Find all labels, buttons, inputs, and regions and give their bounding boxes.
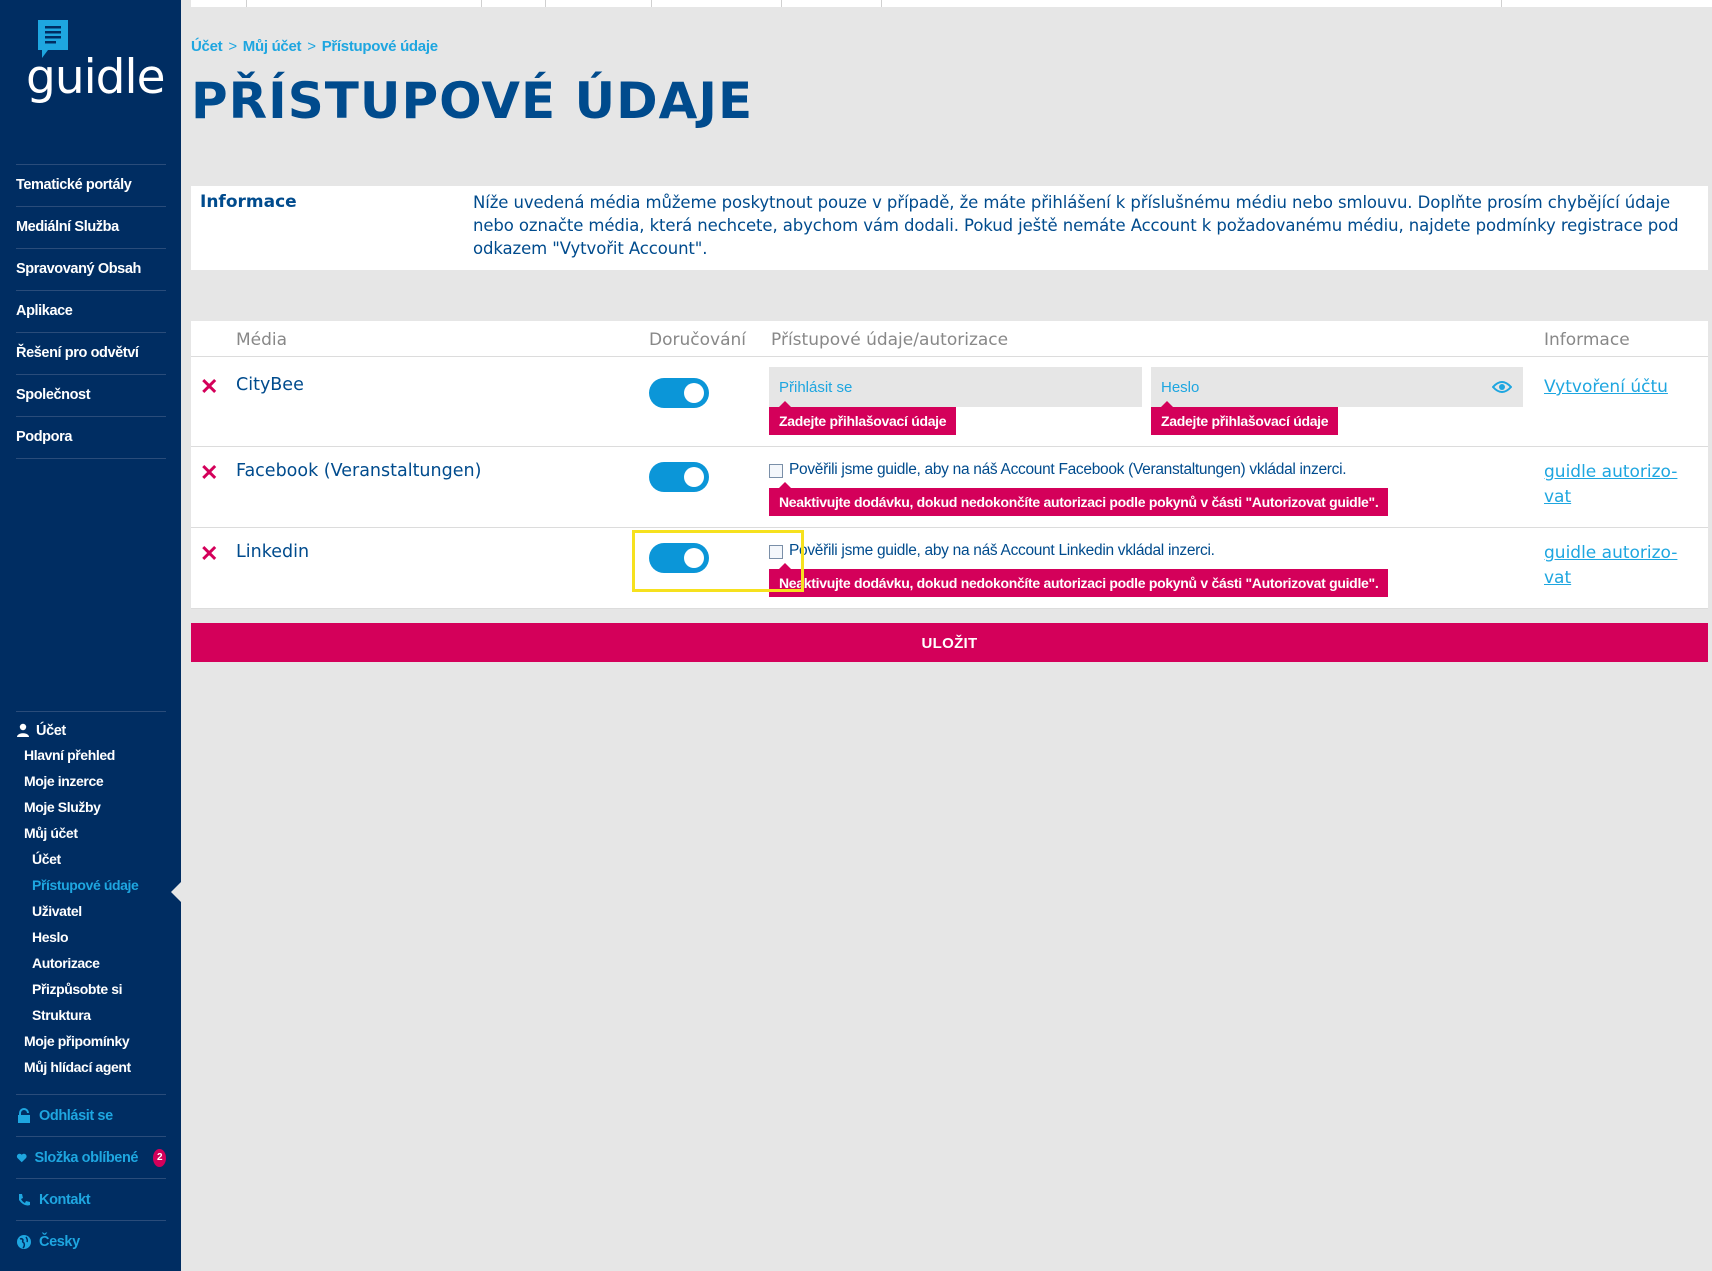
header-credentials: Přístupové údaje/autorizace bbox=[771, 330, 1009, 350]
breadcrumb-access-credentials[interactable]: Přístupové údaje bbox=[321, 38, 438, 55]
menu-my-account[interactable]: Můj účet bbox=[24, 825, 78, 841]
menu-my-watch-agent[interactable]: Můj hlídací agent bbox=[24, 1059, 131, 1075]
logo-text: guidle bbox=[26, 50, 165, 105]
remove-media-facebook[interactable]: ✕ bbox=[200, 460, 219, 485]
contact-label: Kontakt bbox=[39, 1191, 91, 1208]
info-label: Informace bbox=[200, 192, 297, 212]
delivery-toggle-citybee[interactable] bbox=[649, 378, 709, 408]
logout-link[interactable] bbox=[16, 1094, 166, 1136]
guidle-logo[interactable] bbox=[26, 18, 166, 118]
table-row bbox=[191, 357, 1708, 447]
nav-item-industry-solutions[interactable]: Řešení pro odvětví bbox=[16, 332, 166, 374]
header-delivery: Doručování bbox=[649, 330, 746, 350]
remove-media-citybee[interactable]: ✕ bbox=[200, 374, 219, 399]
media-name: Linkedin bbox=[236, 542, 310, 562]
authorization-error-tooltip: Neaktivujte dodávku, dokud nedokončíte autorizaci podle pokynů v části "Autorizovat guidle". bbox=[769, 569, 1388, 597]
link-line: guidle autorizo- bbox=[1544, 543, 1678, 563]
lock-icon bbox=[16, 1108, 32, 1124]
tab-separator bbox=[651, 0, 652, 7]
toggle-knob bbox=[684, 383, 704, 403]
authorize-guidle-link-facebook[interactable] bbox=[1544, 460, 1677, 510]
account-menu-label: Účet bbox=[36, 723, 66, 739]
authorization-checkbox-label: Pověřili jsme guidle, aby na náš Account Linkedin vkládal inzerci. bbox=[789, 542, 1215, 559]
language-label: Česky bbox=[39, 1233, 80, 1250]
active-item-indicator bbox=[171, 882, 181, 902]
globe-icon bbox=[16, 1234, 32, 1250]
delivery-toggle-facebook[interactable] bbox=[649, 462, 709, 492]
tab-separator bbox=[545, 0, 546, 7]
save-button[interactable]: ULOŽIT bbox=[191, 623, 1708, 662]
link-line: guidle autorizo- bbox=[1544, 462, 1678, 482]
menu-authorization[interactable]: Autorizace bbox=[32, 955, 100, 971]
authorization-error-tooltip: Neaktivujte dodávku, dokud nedokončíte autorizaci podle pokynů v části "Autorizovat guidle". bbox=[769, 488, 1388, 516]
create-account-link[interactable]: Vytvoření účtu bbox=[1544, 377, 1668, 397]
info-text: Níže uvedená média můžeme poskytnout pouze v případě, že máte přihlášení k příslušnému médiu nebo smlouvu. Doplňte prosím chybějící údaje nebo označte média, která nechcete, abychom vám dodali. Pokud ještě nemáte Account k požadovanému médiu, najdete podmínky registrace pod odkazem "Vytvořit Account". bbox=[473, 193, 1679, 258]
nav-item-managed-content[interactable]: Spravovaný Obsah bbox=[16, 248, 166, 290]
menu-password[interactable]: Heslo bbox=[32, 929, 69, 945]
media-name: CityBee bbox=[236, 375, 304, 395]
table-row bbox=[191, 447, 1708, 528]
menu-dashboard[interactable]: Hlavní přehled bbox=[24, 747, 115, 763]
header-info: Informace bbox=[1544, 330, 1630, 350]
favorites-label: Složka oblíbené bbox=[34, 1149, 139, 1166]
menu-user[interactable]: Uživatel bbox=[32, 903, 82, 919]
menu-structure[interactable]: Struktura bbox=[32, 1007, 91, 1023]
nav-item-thematic-portals[interactable]: Tematické portály bbox=[16, 164, 166, 206]
table-header bbox=[191, 321, 1708, 357]
link-line: vat bbox=[1544, 568, 1572, 588]
breadcrumb-my-account[interactable]: Můj účet bbox=[242, 38, 302, 55]
menu-customize[interactable]: Přizpůsobte si bbox=[32, 981, 123, 997]
table-row bbox=[191, 528, 1708, 609]
remove-media-linkedin[interactable]: ✕ bbox=[200, 541, 219, 566]
heart-icon bbox=[16, 1150, 27, 1166]
nav-item-company[interactable]: Společnost bbox=[16, 374, 166, 416]
language-link[interactable] bbox=[16, 1220, 166, 1262]
header-media: Média bbox=[236, 330, 288, 350]
toggle-knob bbox=[684, 467, 704, 487]
info-box bbox=[191, 186, 1708, 270]
link-line: vat bbox=[1544, 487, 1572, 507]
breadcrumb bbox=[191, 38, 438, 55]
highlight-box bbox=[632, 530, 804, 592]
account-menu-header[interactable] bbox=[16, 712, 166, 742]
tab-separator bbox=[881, 0, 882, 7]
authorize-guidle-link-linkedin[interactable] bbox=[1544, 541, 1677, 591]
login-input-citybee[interactable] bbox=[769, 367, 1142, 407]
nav-item-applications[interactable]: Aplikace bbox=[16, 290, 166, 332]
user-icon bbox=[16, 723, 30, 737]
tab-separator bbox=[246, 0, 247, 7]
main-nav bbox=[16, 164, 166, 459]
phone-icon bbox=[16, 1192, 32, 1208]
top-tab-strip bbox=[191, 0, 1712, 7]
page-title: PŘÍSTUPOVÉ ÚDAJE bbox=[191, 72, 754, 130]
menu-my-services[interactable]: Moje Služby bbox=[24, 799, 101, 815]
breadcrumb-separator: > bbox=[307, 38, 316, 55]
menu-account[interactable]: Účet bbox=[32, 851, 61, 867]
show-password-eye-icon[interactable] bbox=[1492, 380, 1512, 394]
menu-my-reminders[interactable]: Moje připomínky bbox=[24, 1033, 130, 1049]
authorization-checkbox-label: Pověřili jsme guidle, aby na náš Account Facebook (Veranstaltungen) vkládal inzerci. bbox=[789, 461, 1347, 478]
sidebar bbox=[0, 0, 181, 1271]
authorization-checkbox-facebook[interactable] bbox=[769, 464, 783, 478]
nav-item-media-service[interactable]: Mediální Služba bbox=[16, 206, 166, 248]
password-error-tooltip: Zadejte přihlašovací údaje bbox=[1151, 407, 1338, 435]
password-input-citybee[interactable] bbox=[1151, 367, 1523, 407]
nav-item-support[interactable]: Podpora bbox=[16, 416, 166, 459]
sidebar-bottom-links bbox=[16, 1094, 166, 1262]
contact-link[interactable] bbox=[16, 1178, 166, 1220]
menu-my-listings[interactable]: Moje inzerce bbox=[24, 773, 104, 789]
breadcrumb-account[interactable]: Účet bbox=[191, 38, 223, 55]
breadcrumb-separator: > bbox=[228, 38, 237, 55]
media-table bbox=[191, 321, 1708, 609]
login-error-tooltip: Zadejte přihlašovací údaje bbox=[769, 407, 956, 435]
logout-label: Odhlásit se bbox=[39, 1107, 113, 1124]
tab-separator bbox=[481, 0, 482, 7]
tab-separator bbox=[1501, 0, 1502, 7]
favorites-link[interactable] bbox=[16, 1136, 166, 1178]
favorites-count-badge: 2 bbox=[153, 1149, 166, 1167]
menu-access-credentials[interactable]: Přístupové údaje bbox=[32, 877, 139, 893]
media-name: Facebook (Veranstaltungen) bbox=[236, 461, 482, 481]
tab-separator bbox=[781, 0, 782, 7]
account-menu bbox=[16, 711, 166, 1080]
